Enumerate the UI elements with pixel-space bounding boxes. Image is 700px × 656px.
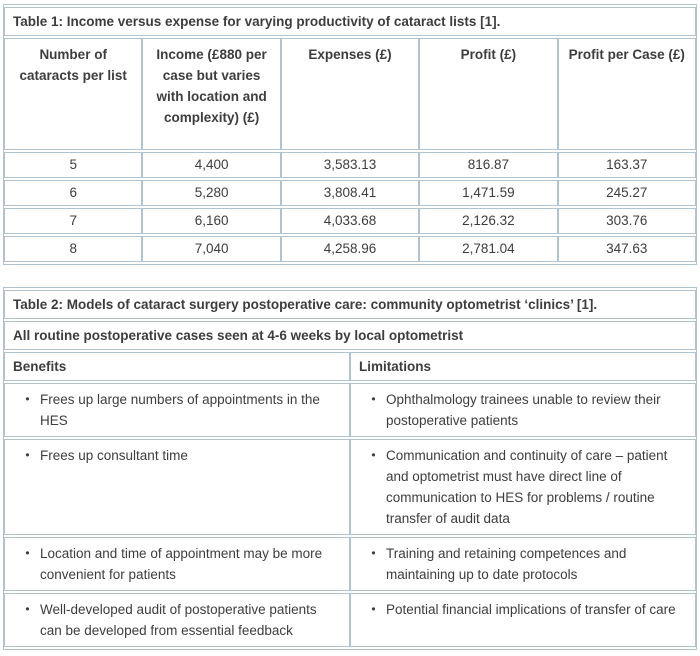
column-header-income: Income (£880 per case but varies with location and complexity) (£) [142,38,280,150]
limitation-text: Potential financial implications of transfer of care [386,602,676,617]
list-item [355,543,687,585]
data-cell-profit: 2,781.04 [419,236,557,262]
list-item [9,445,341,466]
bullet-icon: • [25,602,30,616]
benefit-cell [4,439,350,535]
column-header-cataracts-per-list: Number of cataracts per list [4,38,142,150]
table-row [4,152,696,178]
benefit-text: Frees up large numbers of appointments in the HES [40,392,320,428]
bullet-icon: • [371,392,376,406]
table1-title-row [4,7,696,36]
data-cell-income: 6,160 [142,208,280,234]
table-row [4,236,696,262]
data-cell-profit: 816.87 [419,152,557,178]
data-cell-expenses: 3,808.41 [281,180,419,206]
benefit-cell [4,593,350,647]
column-header-profit: Profit (£) [419,38,557,150]
data-cell-profit-per-case: 245.27 [558,180,696,206]
table-row [4,208,696,234]
bullet-icon: • [25,392,30,406]
column-header-profit-per-case: Profit per Case (£) [558,38,696,150]
table1-header-row [4,38,696,150]
bullet-icon: • [25,448,30,462]
data-cell-income: 5,280 [142,180,280,206]
postoperative-care-table [4,288,696,649]
data-cell-expenses: 4,033.68 [281,208,419,234]
table-row [4,537,696,591]
data-cell-cataracts: 6 [4,180,142,206]
limitation-text: Communication and continuity of care – patient and optometrist must have direct line of communication to HES for problems / routine transfer of audit data [386,448,668,526]
data-cell-expenses: 3,583.13 [281,152,419,178]
table-row [4,593,696,647]
limitation-text: Training and retaining competences and maintaining up to date protocols [386,546,627,582]
limitation-cell [350,383,696,437]
table-row [4,439,696,535]
data-cell-cataracts: 5 [4,152,142,178]
data-cell-expenses: 4,258.96 [281,236,419,262]
bullet-icon: • [25,546,30,560]
table1-container [3,4,697,265]
benefit-text: Well-developed audit of postoperative patients can be developed from essential feedback [40,602,317,638]
table2-title: Table 2: Models of cataract surgery postoperative care: community optometrist ‘clinics’ [1]. [4,290,696,319]
bullet-icon: • [371,448,376,462]
list-item [355,445,687,529]
limitation-cell [350,537,696,591]
data-cell-profit-per-case: 347.63 [558,236,696,262]
column-header-limitations: Limitations [350,352,696,381]
table2-container [3,287,697,650]
table2-title-row [4,290,696,319]
limitation-cell [350,439,696,535]
data-cell-profit-per-case: 163.37 [558,152,696,178]
limitation-cell [350,593,696,647]
income-expense-table [4,5,696,264]
data-cell-cataracts: 7 [4,208,142,234]
table-row [4,383,696,437]
data-cell-cataracts: 8 [4,236,142,262]
column-header-benefits: Benefits [4,352,350,381]
list-item [9,599,341,641]
list-item [9,389,341,431]
list-item [9,543,341,585]
table1-title: Table 1: Income versus expense for varying productivity of cataract lists [1]. [4,7,696,36]
table2-subtitle-row [4,321,696,350]
data-cell-profit: 1,471.59 [419,180,557,206]
list-item [355,389,687,431]
benefit-cell [4,383,350,437]
table2-subtitle: All routine postoperative cases seen at 4-6 weeks by local optometrist [4,321,696,350]
data-cell-income: 7,040 [142,236,280,262]
data-cell-profit: 2,126.32 [419,208,557,234]
table-row [4,180,696,206]
limitation-text: Ophthalmology trainees unable to review their postoperative patients [386,392,661,428]
list-item [355,599,687,620]
bullet-icon: • [371,602,376,616]
benefit-text: Location and time of appointment may be more convenient for patients [40,546,323,582]
column-header-expenses: Expenses (£) [281,38,419,150]
data-cell-profit-per-case: 303.76 [558,208,696,234]
benefit-cell [4,537,350,591]
data-cell-income: 4,400 [142,152,280,178]
benefit-text: Frees up consultant time [40,448,188,463]
table2-header-row [4,352,696,381]
bullet-icon: • [371,546,376,560]
